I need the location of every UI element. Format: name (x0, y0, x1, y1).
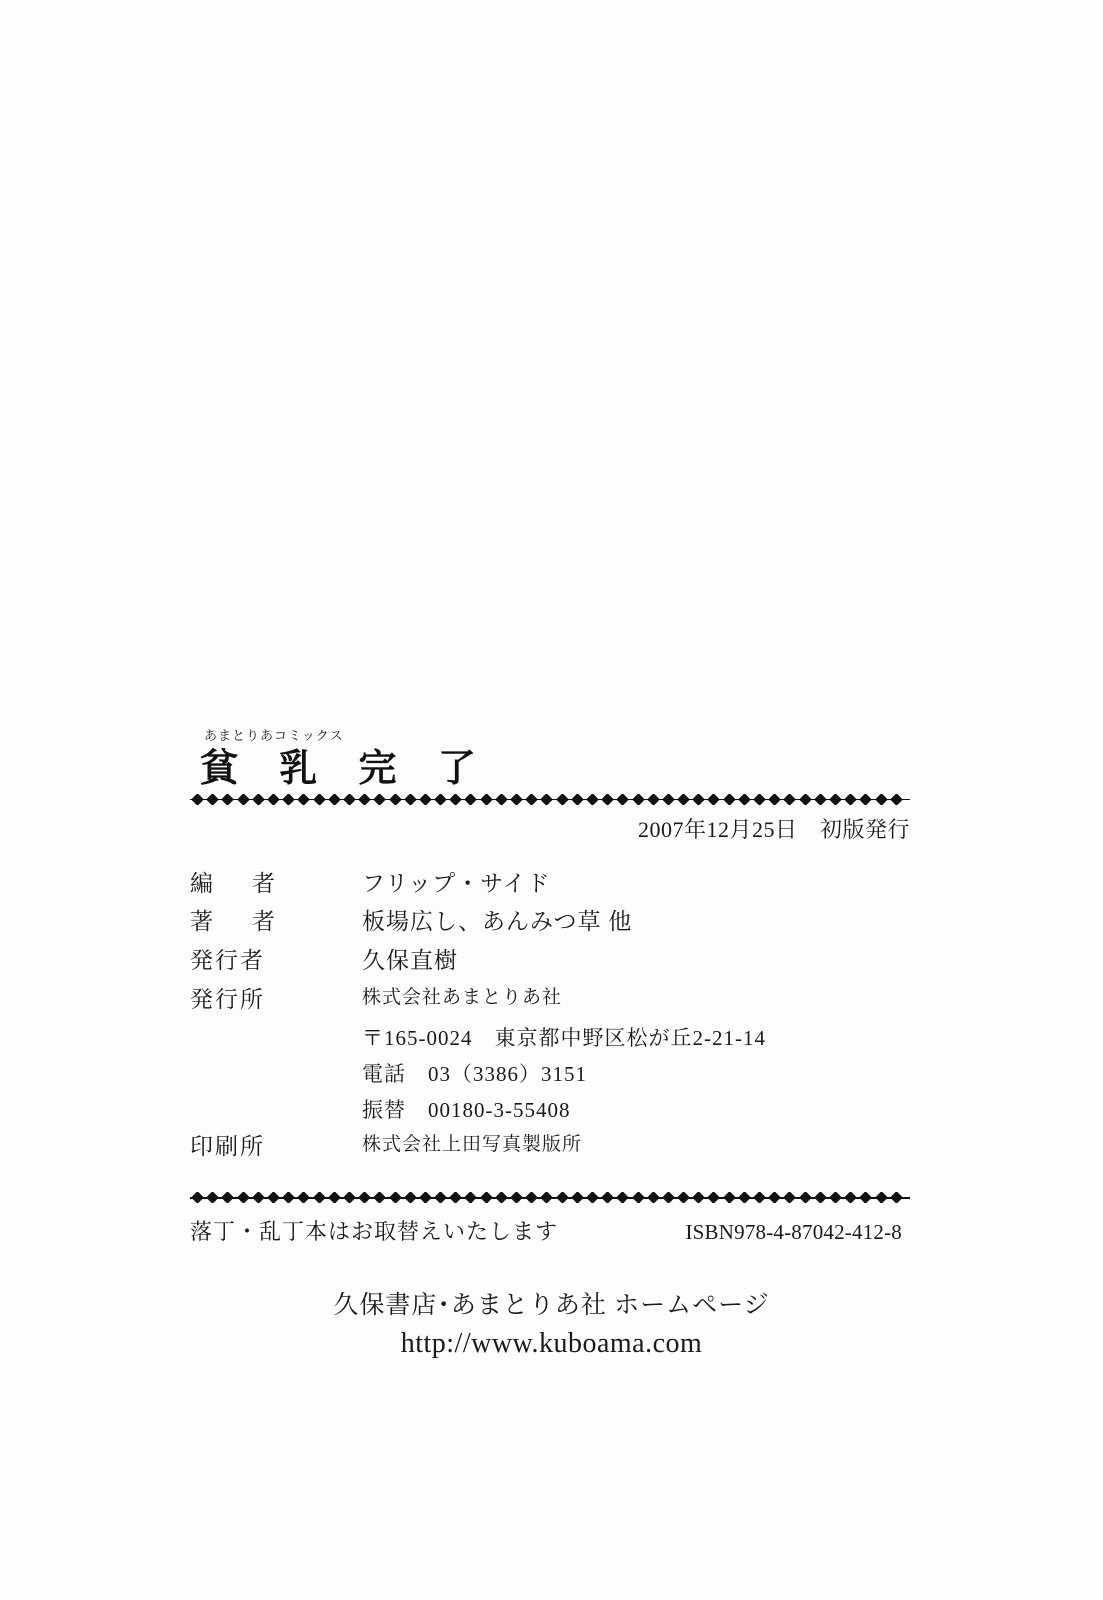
credit-value: 電話 03（3386）3151 (362, 1061, 587, 1086)
credit-label: 発行者 (190, 948, 265, 974)
table-row (190, 1061, 766, 1097)
credit-label: 編 者 (190, 870, 283, 896)
credit-label: 印刷所 (190, 1134, 265, 1160)
colophon-block (190, 725, 910, 1172)
book-title: 貧 乳 完 了 (200, 745, 490, 790)
table-row (190, 1133, 766, 1172)
table-row (190, 1025, 766, 1061)
table-row (190, 908, 766, 947)
decorative-rule-bottom-wrap (190, 1188, 910, 1203)
diamond-row (190, 1192, 910, 1203)
series-label: あまとりあコミックス (204, 729, 344, 744)
credit-value: 板場広し、あんみつ草 他 (362, 909, 633, 935)
isbn: ISBN978-4-87042-412-8 (685, 1220, 902, 1244)
credit-value: 株式会社あまとりあ社 (362, 986, 563, 1008)
credit-value: 振替 00180-3-55408 (362, 1098, 571, 1123)
credit-label: 著 者 (190, 909, 283, 935)
credit-label (190, 1097, 340, 1133)
credit-value: 〒165-0024 東京都中野区松が丘2-21-14 (362, 1025, 766, 1050)
table-row (190, 1097, 766, 1133)
homepage-label: 久保書店･あまとりあ社 ホームページ (333, 1292, 770, 1319)
homepage-url[interactable]: http://www.kuboama.com (400, 1328, 703, 1359)
credit-value: フリップ・サイド (362, 870, 551, 896)
publication-date: 2007年12月25日 初版発行 (637, 816, 910, 842)
defect-notice: 落丁・乱丁本はお取替えいたします (190, 1219, 559, 1244)
credit-label (190, 1061, 340, 1097)
credits-table (190, 870, 766, 1173)
table-row (190, 947, 766, 986)
credit-label: 発行所 (190, 986, 265, 1012)
credit-value: 久保直樹 (362, 948, 458, 974)
decorative-rule-top (190, 794, 910, 805)
credit-value: 株式会社上田写真製版所 (362, 1134, 583, 1156)
footer-notice-row (190, 1215, 910, 1246)
table-row (190, 870, 766, 909)
diamond-row (190, 794, 910, 805)
decorative-rule-bottom (190, 1192, 910, 1203)
table-row (190, 986, 766, 1025)
credit-label (190, 1025, 340, 1061)
